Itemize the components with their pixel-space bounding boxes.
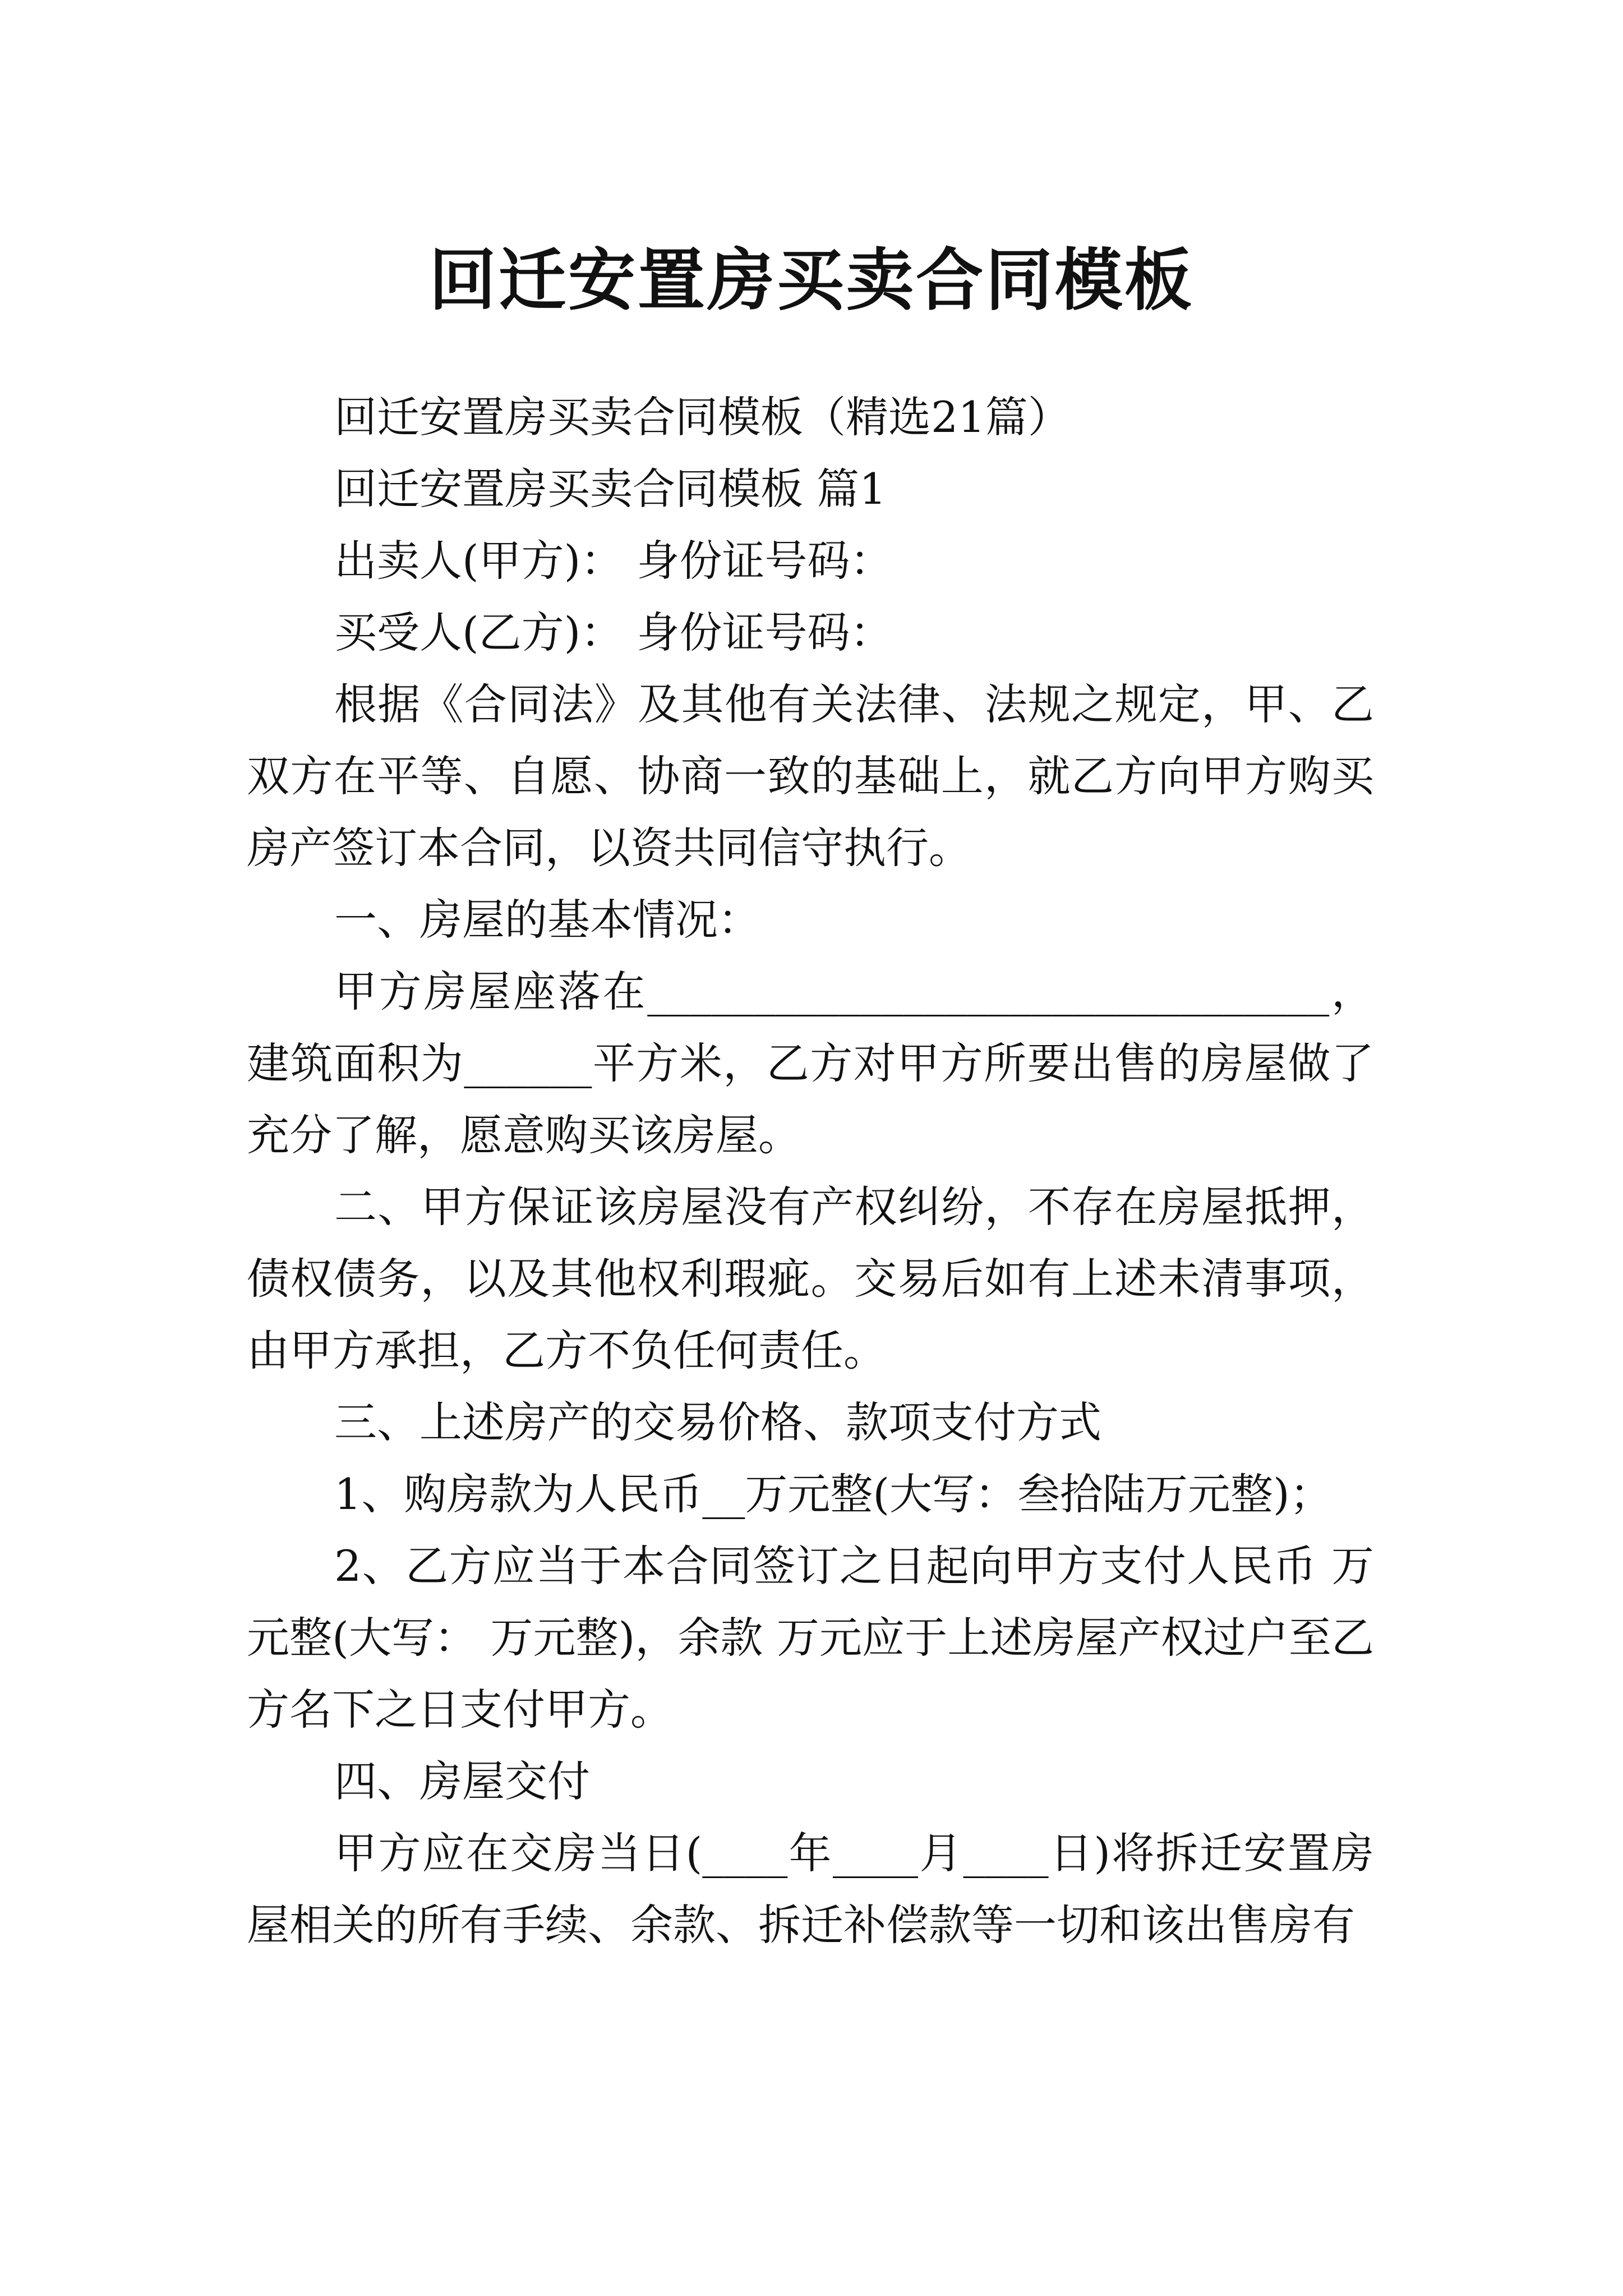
paragraph-clause-1-heading: 一、房屋的基本情况： [334,895,760,945]
paragraph-clause-3-item-2: 2、乙方应当于本合同签订之日起向甲方支付人民币 万元整(大写： 万元整)，余款 万元应于上述房屋产权过户至乙方名下之日支付甲方。 [247,1541,1374,1734]
paragraph-clause-4-heading: 四、房屋交付 [334,1756,590,1806]
paragraph-clause-1-body: 甲方房屋座落在________________________________，建筑面积为______平方米，乙方对甲方所要出售的房屋做了充分了解，愿意购买该房屋。 [247,967,1374,1160]
paragraph-clause-3-item-1: 1、购房款为人民币__万元整(大写：叁拾陆万元整)； [334,1469,1332,1519]
paragraph-clause-3-heading: 三、上述房产的交易价格、款项支付方式 [334,1397,1101,1447]
paragraph-collection-title: 回迁安置房买卖合同模板（精选21篇） [334,392,1071,442]
document-body [247,381,1374,1961]
paragraph-preamble: 根据《合同法》及其他有关法律、法规之规定，甲、乙双方在平等、自愿、协商一致的基础上，就乙方向甲方购买房产签订本合同，以资共同信守执行。 [247,679,1374,873]
paragraph-clause-4-body: 甲方应在交房当日(____年____月____日)将拆迁安置房屋相关的所有手续、余款、拆迁补偿款等一切和该出售房有 [247,1828,1374,1950]
document-title: 回迁安置房买卖合同模板 [429,241,1194,320]
paragraph-clause-2: 二、甲方保证该房屋没有产权纠纷，不存在房屋抵押，债权债务，以及其他权利瑕疵。交易后如有上述未清事项，由甲方承担，乙方不负任何责任。 [247,1182,1374,1375]
paragraph-seller: 出卖人(甲方)： 身份证号码： [334,536,893,586]
paragraph-buyer: 买受人(乙方)： 身份证号码： [334,608,893,657]
paragraph-section-heading: 回迁安置房买卖合同模板 篇1 [334,464,887,514]
